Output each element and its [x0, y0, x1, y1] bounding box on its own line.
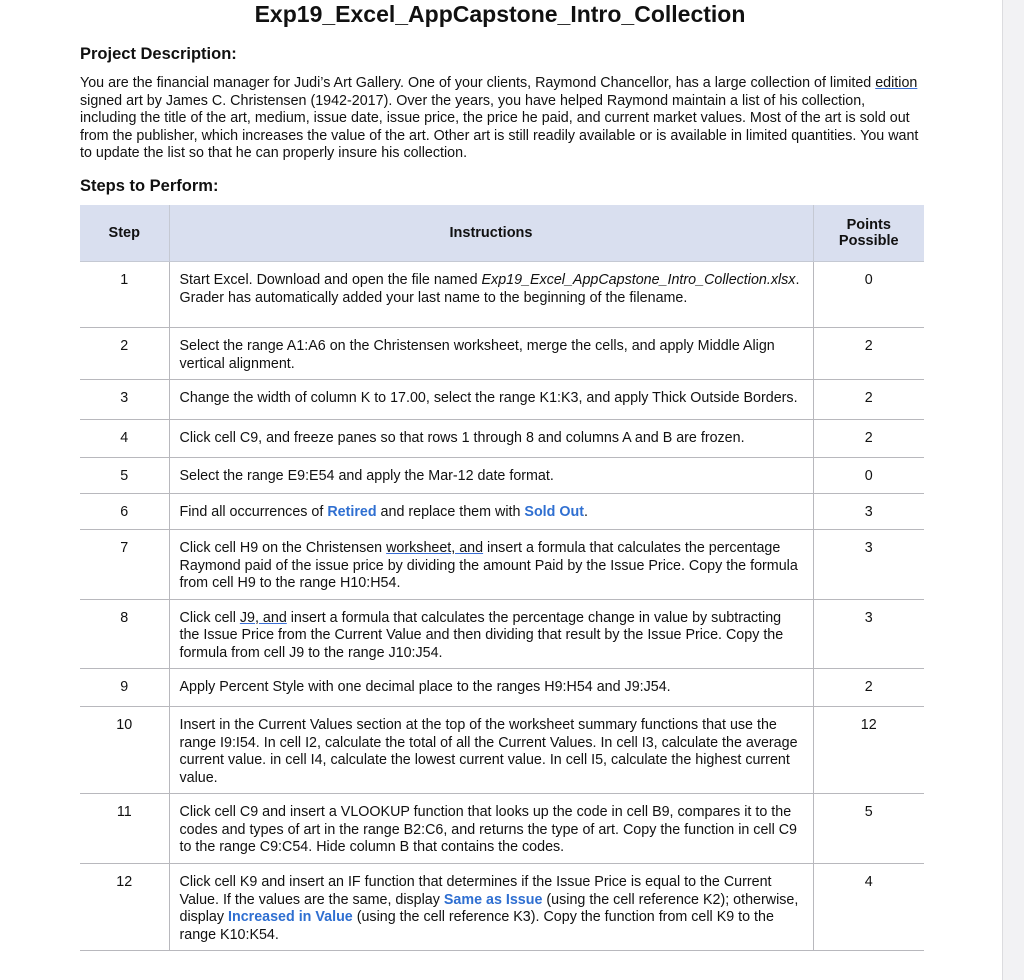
project-description-heading: Project Description: [80, 45, 237, 63]
description-underlined-word: edition [875, 75, 918, 91]
table-row [80, 328, 924, 380]
step-instructions [169, 494, 813, 530]
table-row [80, 669, 924, 707]
instruction-text: Insert in the Current Values section at the top of the worksheet summary functions that use the range I9:I54. In cell I2, calculate the total of all the Current Values. In cell I3, calculate the average current value. in cell I4, calculate the lowest current value. In cell I5, calculate the highest current value. [179, 717, 798, 786]
points-possible: 2 [813, 669, 924, 707]
instruction-text: Exp19_Excel_AppCapstone_Intro_Collection.xlsx [481, 272, 796, 288]
table-row [80, 458, 924, 494]
points-column-header [813, 205, 924, 262]
step-instructions [169, 262, 813, 328]
table-row [80, 262, 924, 328]
table-row [80, 530, 924, 600]
project-description-text [80, 75, 920, 163]
highlighted-term: Same as Issue [443, 891, 543, 908]
underlined-text: worksheet, and [386, 540, 484, 556]
document-title: Exp19_Excel_AppCapstone_Intro_Collection [254, 1, 746, 27]
step-instructions [169, 458, 813, 494]
step-number: 3 [80, 380, 169, 420]
instruction-text: Click cell C9 and insert a VLOOKUP function that looks up the code in cell B9, compares it to the codes and types of art in the range B2:C6, and returns the type of art. Copy the function in cell C9 to the range C9:C54. Hide column B that contains the codes. [179, 804, 798, 855]
points-possible: 0 [813, 262, 924, 328]
instructions-column-header: Instructions [169, 205, 813, 262]
table-row [80, 794, 924, 864]
step-number: 4 [80, 420, 169, 458]
instruction-text: Find all occurrences of [179, 504, 328, 520]
table-row [80, 420, 924, 458]
table-header-row [80, 205, 924, 262]
step-column-header: Step [80, 205, 169, 262]
step-number: 5 [80, 458, 169, 494]
step-number: 2 [80, 328, 169, 380]
vertical-scrollbar[interactable] [1002, 0, 1024, 980]
points-header-line: Points [846, 217, 891, 233]
table-row [80, 599, 924, 669]
points-possible: 2 [813, 328, 924, 380]
step-number: 7 [80, 530, 169, 600]
instruction-text: and replace them with [376, 504, 525, 520]
step-instructions [169, 530, 813, 600]
points-possible: 2 [813, 420, 924, 458]
instruction-text: insert a formula that calculates the percentage change in value by subtracting the Issue Price from the Current Value and then dividing that result by the Issue Price. Copy the formula from cell J9 to the range J10:J54. [179, 609, 784, 661]
step-number: 1 [80, 262, 169, 328]
table-row [80, 494, 924, 530]
instruction-text: Click cell [179, 609, 240, 626]
points-possible: 2 [813, 380, 924, 420]
instruction-text: Click cell C9, and freeze panes so that rows 1 through 8 and columns A and B are frozen. [179, 430, 745, 446]
steps-heading: Steps to Perform: [80, 177, 219, 195]
step-number: 10 [80, 707, 169, 794]
highlighted-term: Retired [327, 504, 377, 520]
description-part: signed art by James C. Christensen (1942-2017). Over the years, you have helped Raymond maintain a list of his collection, including the title of the art, medium, issue date, issue price, the price he paid, and current market values. Most of the art is sold out from the publisher, which increases the value of the art. Other art is still readily available or is available in limited quantities. You want to update the list so that he can properly insure his collection. [80, 92, 919, 161]
points-possible: 3 [813, 530, 924, 600]
step-instructions [169, 599, 813, 669]
step-instructions [169, 864, 813, 951]
instruction-text: Change the width of column K to 17.00, select the range K1:K3, and apply Thick Outside Borders. [179, 390, 798, 406]
instruction-text: Select the range E9:E54 and apply the Mar-12 date format. [179, 468, 554, 484]
step-instructions [169, 669, 813, 707]
points-possible: 12 [813, 707, 924, 794]
step-number: 11 [80, 794, 169, 864]
underlined-text: J9, and [239, 609, 287, 626]
table-row [80, 707, 924, 794]
points-possible: 3 [813, 494, 924, 530]
instruction-text: insert a formula that calculates the percentage Raymond paid of the issue price by dividing the amount Paid by the Issue Price. Copy the formula from cell H9 to the range H10:H54. [179, 540, 798, 591]
instruction-text: . Grader has automatically added your last name to the beginning of the filename. [179, 272, 800, 306]
steps-table-body [80, 262, 924, 951]
step-instructions [169, 794, 813, 864]
instruction-text: Click cell K9 and insert an IF function that determines if the Issue Price is equal to the Current Value. If the values are the same, display [179, 874, 772, 908]
step-instructions [169, 380, 813, 420]
step-number: 6 [80, 494, 169, 530]
step-number: 9 [80, 669, 169, 707]
steps-table [80, 205, 924, 951]
instruction-text: (using the cell reference K3). Copy the function from cell K9 to the range K10:K54. [179, 909, 774, 943]
highlighted-term: Increased in Value [227, 909, 353, 925]
instruction-text: (using the cell reference K2); otherwise, display [179, 891, 799, 925]
instruction-text: Click cell H9 on the Christensen [179, 540, 387, 556]
step-instructions [169, 420, 813, 458]
table-row [80, 380, 924, 420]
points-possible: 4 [813, 864, 924, 951]
points-possible: 0 [813, 458, 924, 494]
instruction-text: Apply Percent Style with one decimal place to the ranges H9:H54 and J9:J54. [179, 679, 671, 695]
description-part: You are the financial manager for Judi’s Art Gallery. One of your clients, Raymond Chancellor, has a large collection of limited [80, 75, 876, 91]
points-header-line: Possible [838, 233, 899, 249]
highlighted-term: Sold Out [524, 504, 584, 520]
step-number: 8 [80, 599, 169, 669]
instruction-text: Select the range A1:A6 on the Christensen worksheet, merge the cells, and apply Middle Align vertical alignment. [179, 338, 775, 372]
step-number: 12 [80, 864, 169, 951]
step-instructions [169, 328, 813, 380]
instruction-text: . [583, 504, 588, 520]
table-row [80, 864, 924, 951]
points-possible: 5 [813, 794, 924, 864]
points-possible: 3 [813, 599, 924, 669]
step-instructions [169, 707, 813, 794]
instruction-text: Start Excel. Download and open the file named [179, 272, 482, 288]
